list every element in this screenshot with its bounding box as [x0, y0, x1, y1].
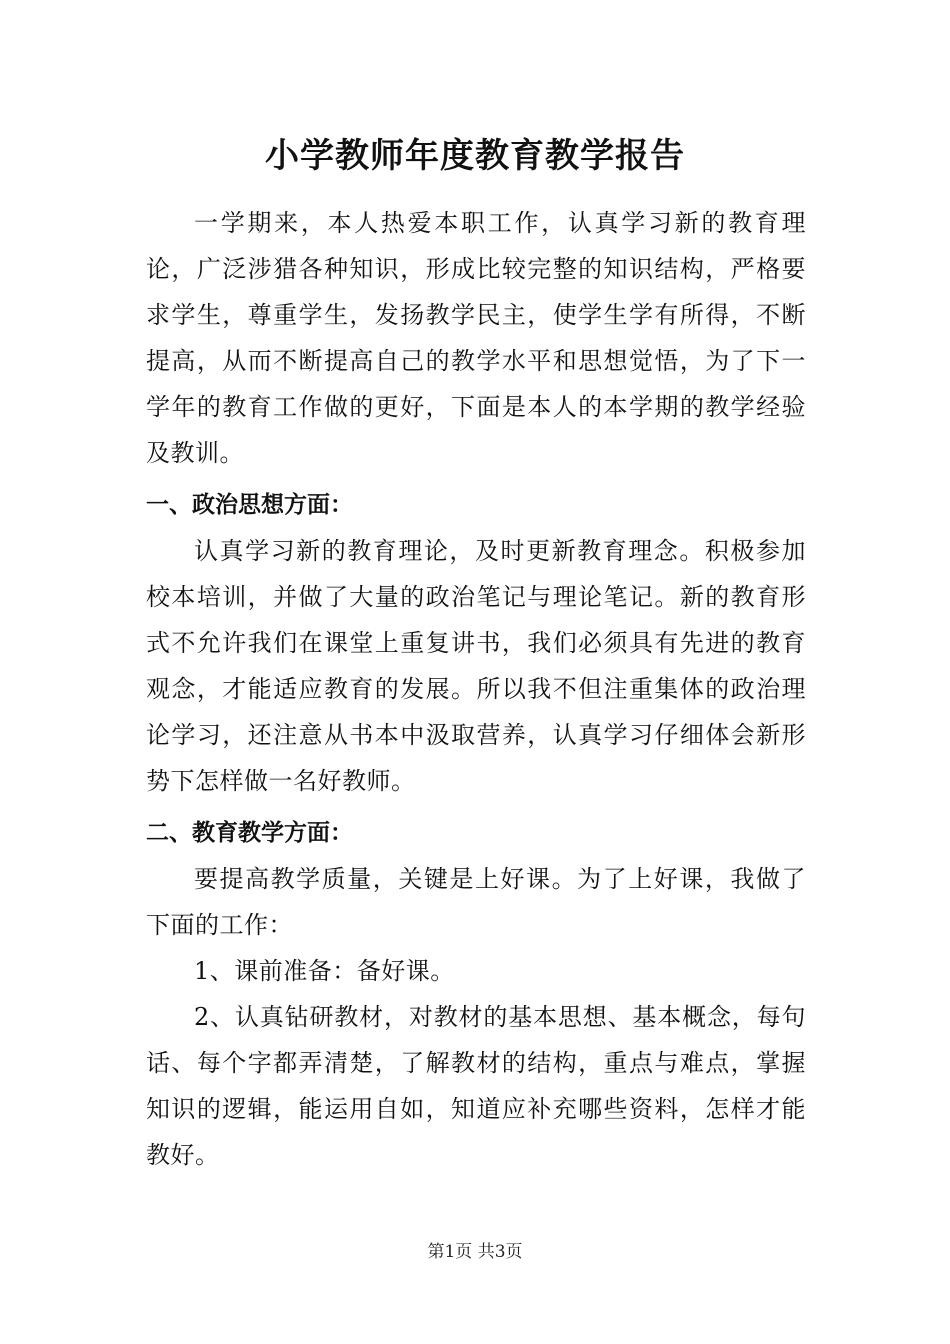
section-heading-teaching: 二、教育教学方面： [146, 820, 353, 846]
document-title: 小学教师年度教育教学报告 [265, 136, 685, 176]
list-item-1: 1、课前准备：备好课。 [194, 957, 455, 985]
section-teaching-paragraph: 要提高教学质量，关键是上好课。为了上好课，我做了下面的工作： [146, 865, 806, 939]
page-number: 第1页 共3页 [427, 1242, 523, 1262]
section-heading-politics: 一、政治思想方面： [146, 492, 353, 518]
document-body [146, 200, 806, 1178]
intro-paragraph: 一学期来，本人热爱本职工作，认真学习新的教育理论，广泛涉猎各种知识，形成比较完整的知识结构，严格要求学生，尊重学生，发扬教学民主，使学生学有所得，不断提高，从而不断提高自己的教学水平和思想觉悟，为了下一学年的教育工作做的更好，下面是本人的本学期的教学经验及教训。 [146, 209, 806, 467]
list-item-2: 2、认真钻研教材，对教材的基本思想、基本概念，每句话、每个字都弄清楚，了解教材的结构，重点与难点，掌握知识的逻辑，能运用自如，知道应补充哪些资料，怎样才能教好。 [146, 1003, 806, 1169]
section-politics-paragraph: 认真学习新的教育理论，及时更新教育理念。积极参加校本培训，并做了大量的政治笔记与理论笔记。新的教育形式不允许我们在课堂上重复讲书，我们必须具有先进的教育观念，才能适应教育的发展。所以我不但注重集体的政治理论学习，还注意从书本中汲取营养，认真学习仔细体会新形势下怎样做一名好教师。 [146, 537, 806, 795]
